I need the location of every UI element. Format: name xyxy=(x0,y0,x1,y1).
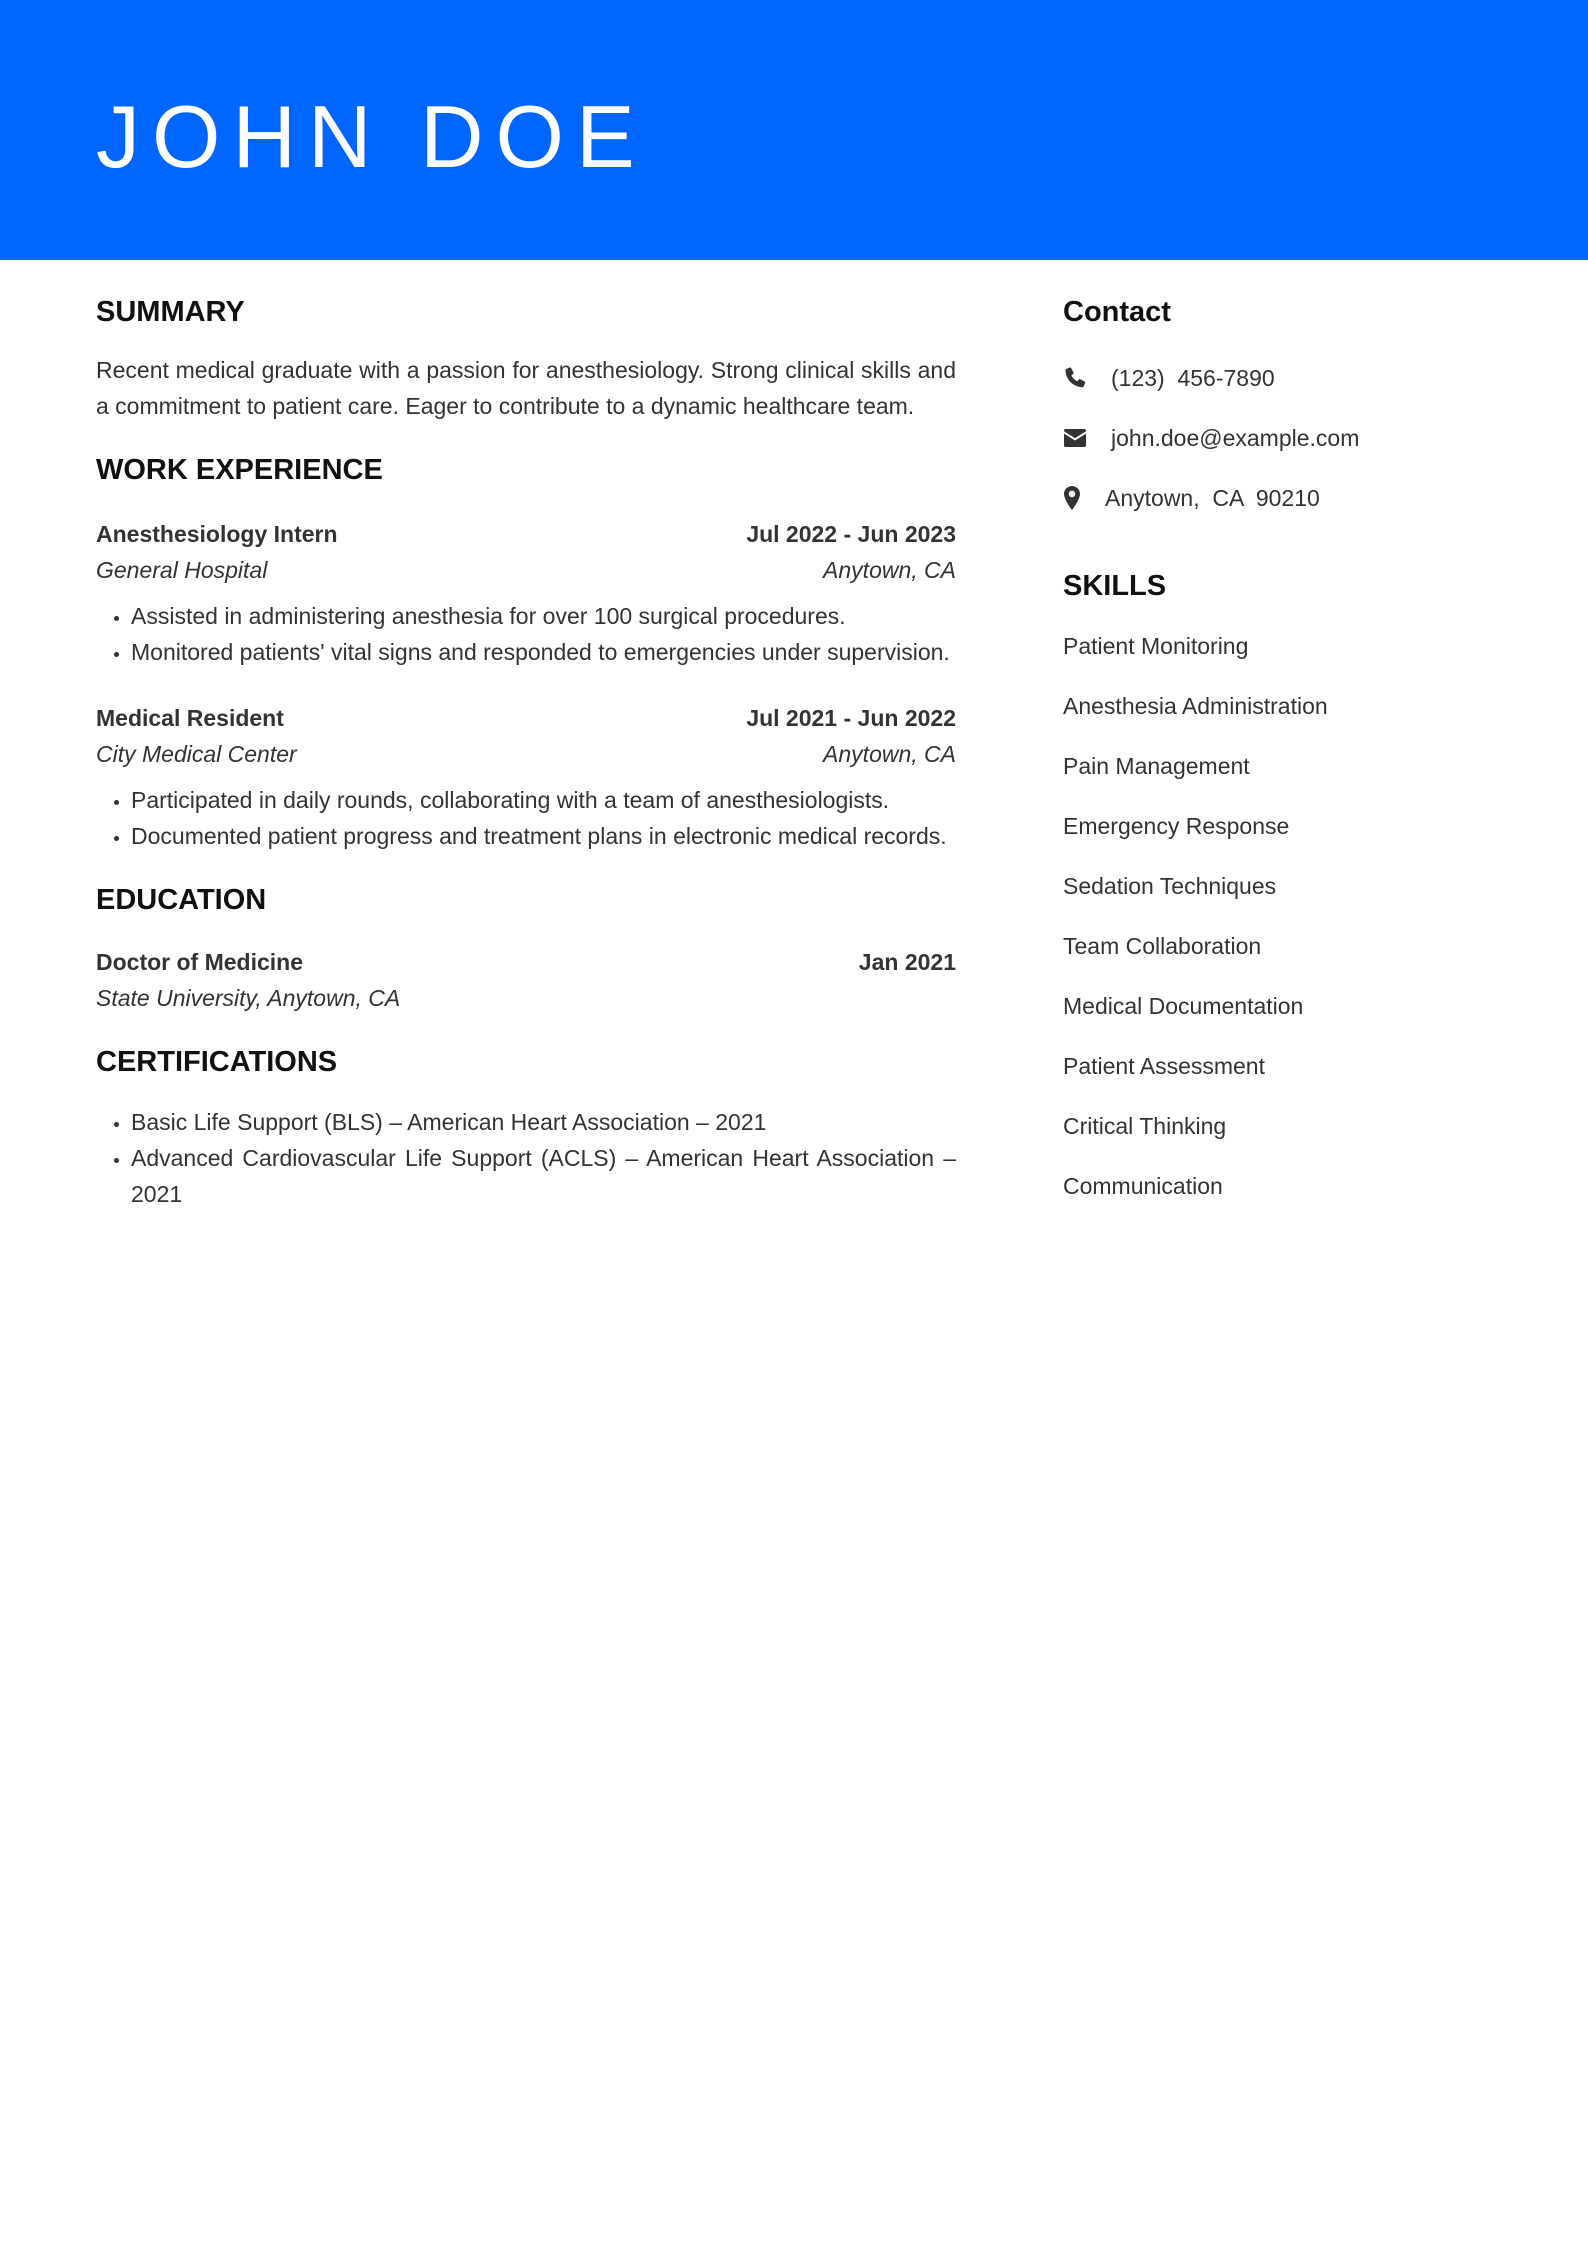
header-banner xyxy=(0,0,1588,260)
job-bullets xyxy=(96,782,956,854)
skills-heading: SKILLS xyxy=(1063,570,1167,602)
skill-item: Emergency Response xyxy=(1063,813,1290,839)
job-bullet: • Documented patient progress and treatment plans in electronic medical records. xyxy=(131,818,956,854)
certifications-heading: CERTIFICATIONS xyxy=(96,1046,338,1078)
job-bullet: • Participated in daily rounds, collaborating with a team of anesthesiologists. xyxy=(131,782,956,818)
job-organization: City Medical Center xyxy=(96,741,297,767)
job-bullet: • Assisted in administering anesthesia for over 100 surgical procedures. xyxy=(131,598,956,634)
work-experience-heading: WORK EXPERIENCE xyxy=(96,454,383,486)
job-organization: General Hospital xyxy=(96,557,268,583)
job-dates: Jul 2021 - Jun 2022 xyxy=(746,705,956,731)
job-dates: Jul 2022 - Jun 2023 xyxy=(746,521,956,547)
skill-item: Anesthesia Administration xyxy=(1063,693,1328,719)
map-marker-icon xyxy=(1063,485,1083,511)
job-bullets xyxy=(96,598,956,670)
skill-item: Sedation Techniques xyxy=(1063,873,1277,899)
certification-item: • Advanced Cardiovascular Life Support (ACLS) – American Heart Association – 2021 xyxy=(131,1140,956,1212)
education-degree: Doctor of Medicine xyxy=(96,949,304,975)
contact-phone xyxy=(1063,360,1493,396)
job-bullet: • Monitored patients' vital signs and responded to emergencies under supervision. xyxy=(131,634,956,670)
contact-list xyxy=(1063,360,1493,516)
certification-item: • Basic Life Support (BLS) – American Heart Association – 2021 xyxy=(131,1104,956,1140)
sidebar-column xyxy=(1063,292,1493,1228)
skill-item: Medical Documentation xyxy=(1063,993,1304,1019)
job-header-row xyxy=(96,516,956,552)
envelope-icon xyxy=(1063,425,1089,451)
skill-item: Pain Management xyxy=(1063,753,1250,779)
education-heading: EDUCATION xyxy=(96,884,267,916)
education-date: Jan 2021 xyxy=(858,949,956,975)
main-column xyxy=(96,292,956,1212)
education-header-row xyxy=(96,944,956,980)
contact-location-text: Anytown, CA 90210 xyxy=(1105,485,1320,511)
candidate-name: JOHN DOE xyxy=(96,87,647,186)
job-role: Medical Resident xyxy=(96,705,284,731)
job-role: Anesthesiology Intern xyxy=(96,521,338,547)
contact-heading: Contact xyxy=(1063,296,1171,328)
skill-item: Patient Assessment xyxy=(1063,1053,1265,1079)
summary-heading: SUMMARY xyxy=(96,296,245,328)
skill-item: Critical Thinking xyxy=(1063,1113,1227,1139)
contact-email-text: john.doe@example.com xyxy=(1111,425,1360,451)
contact-location xyxy=(1063,480,1493,516)
skill-item: Team Collaboration xyxy=(1063,933,1262,959)
education-school-row xyxy=(96,980,956,1016)
education-school: State University, Anytown, CA xyxy=(96,985,401,1011)
job-location: Anytown, CA xyxy=(823,741,956,767)
skill-item: Patient Monitoring xyxy=(1063,633,1249,659)
contact-email xyxy=(1063,420,1493,456)
job-org-row xyxy=(96,552,956,588)
certifications-list xyxy=(96,1104,956,1212)
job-header-row xyxy=(96,700,956,736)
summary-text: Recent medical graduate with a passion for anesthesiology. Strong clinical skills and a commitment to patient care. Eager to contribute to a dynamic healthcare team. xyxy=(96,357,956,419)
skill-item: Communication xyxy=(1063,1173,1223,1199)
education-entry xyxy=(96,944,956,1016)
job-entry xyxy=(96,516,956,670)
job-entry xyxy=(96,700,956,854)
job-org-row xyxy=(96,736,956,772)
skills-list xyxy=(1063,628,1493,1204)
job-location: Anytown, CA xyxy=(823,557,956,583)
contact-phone-text: (123) 456-7890 xyxy=(1111,365,1275,391)
phone-icon xyxy=(1063,365,1089,391)
